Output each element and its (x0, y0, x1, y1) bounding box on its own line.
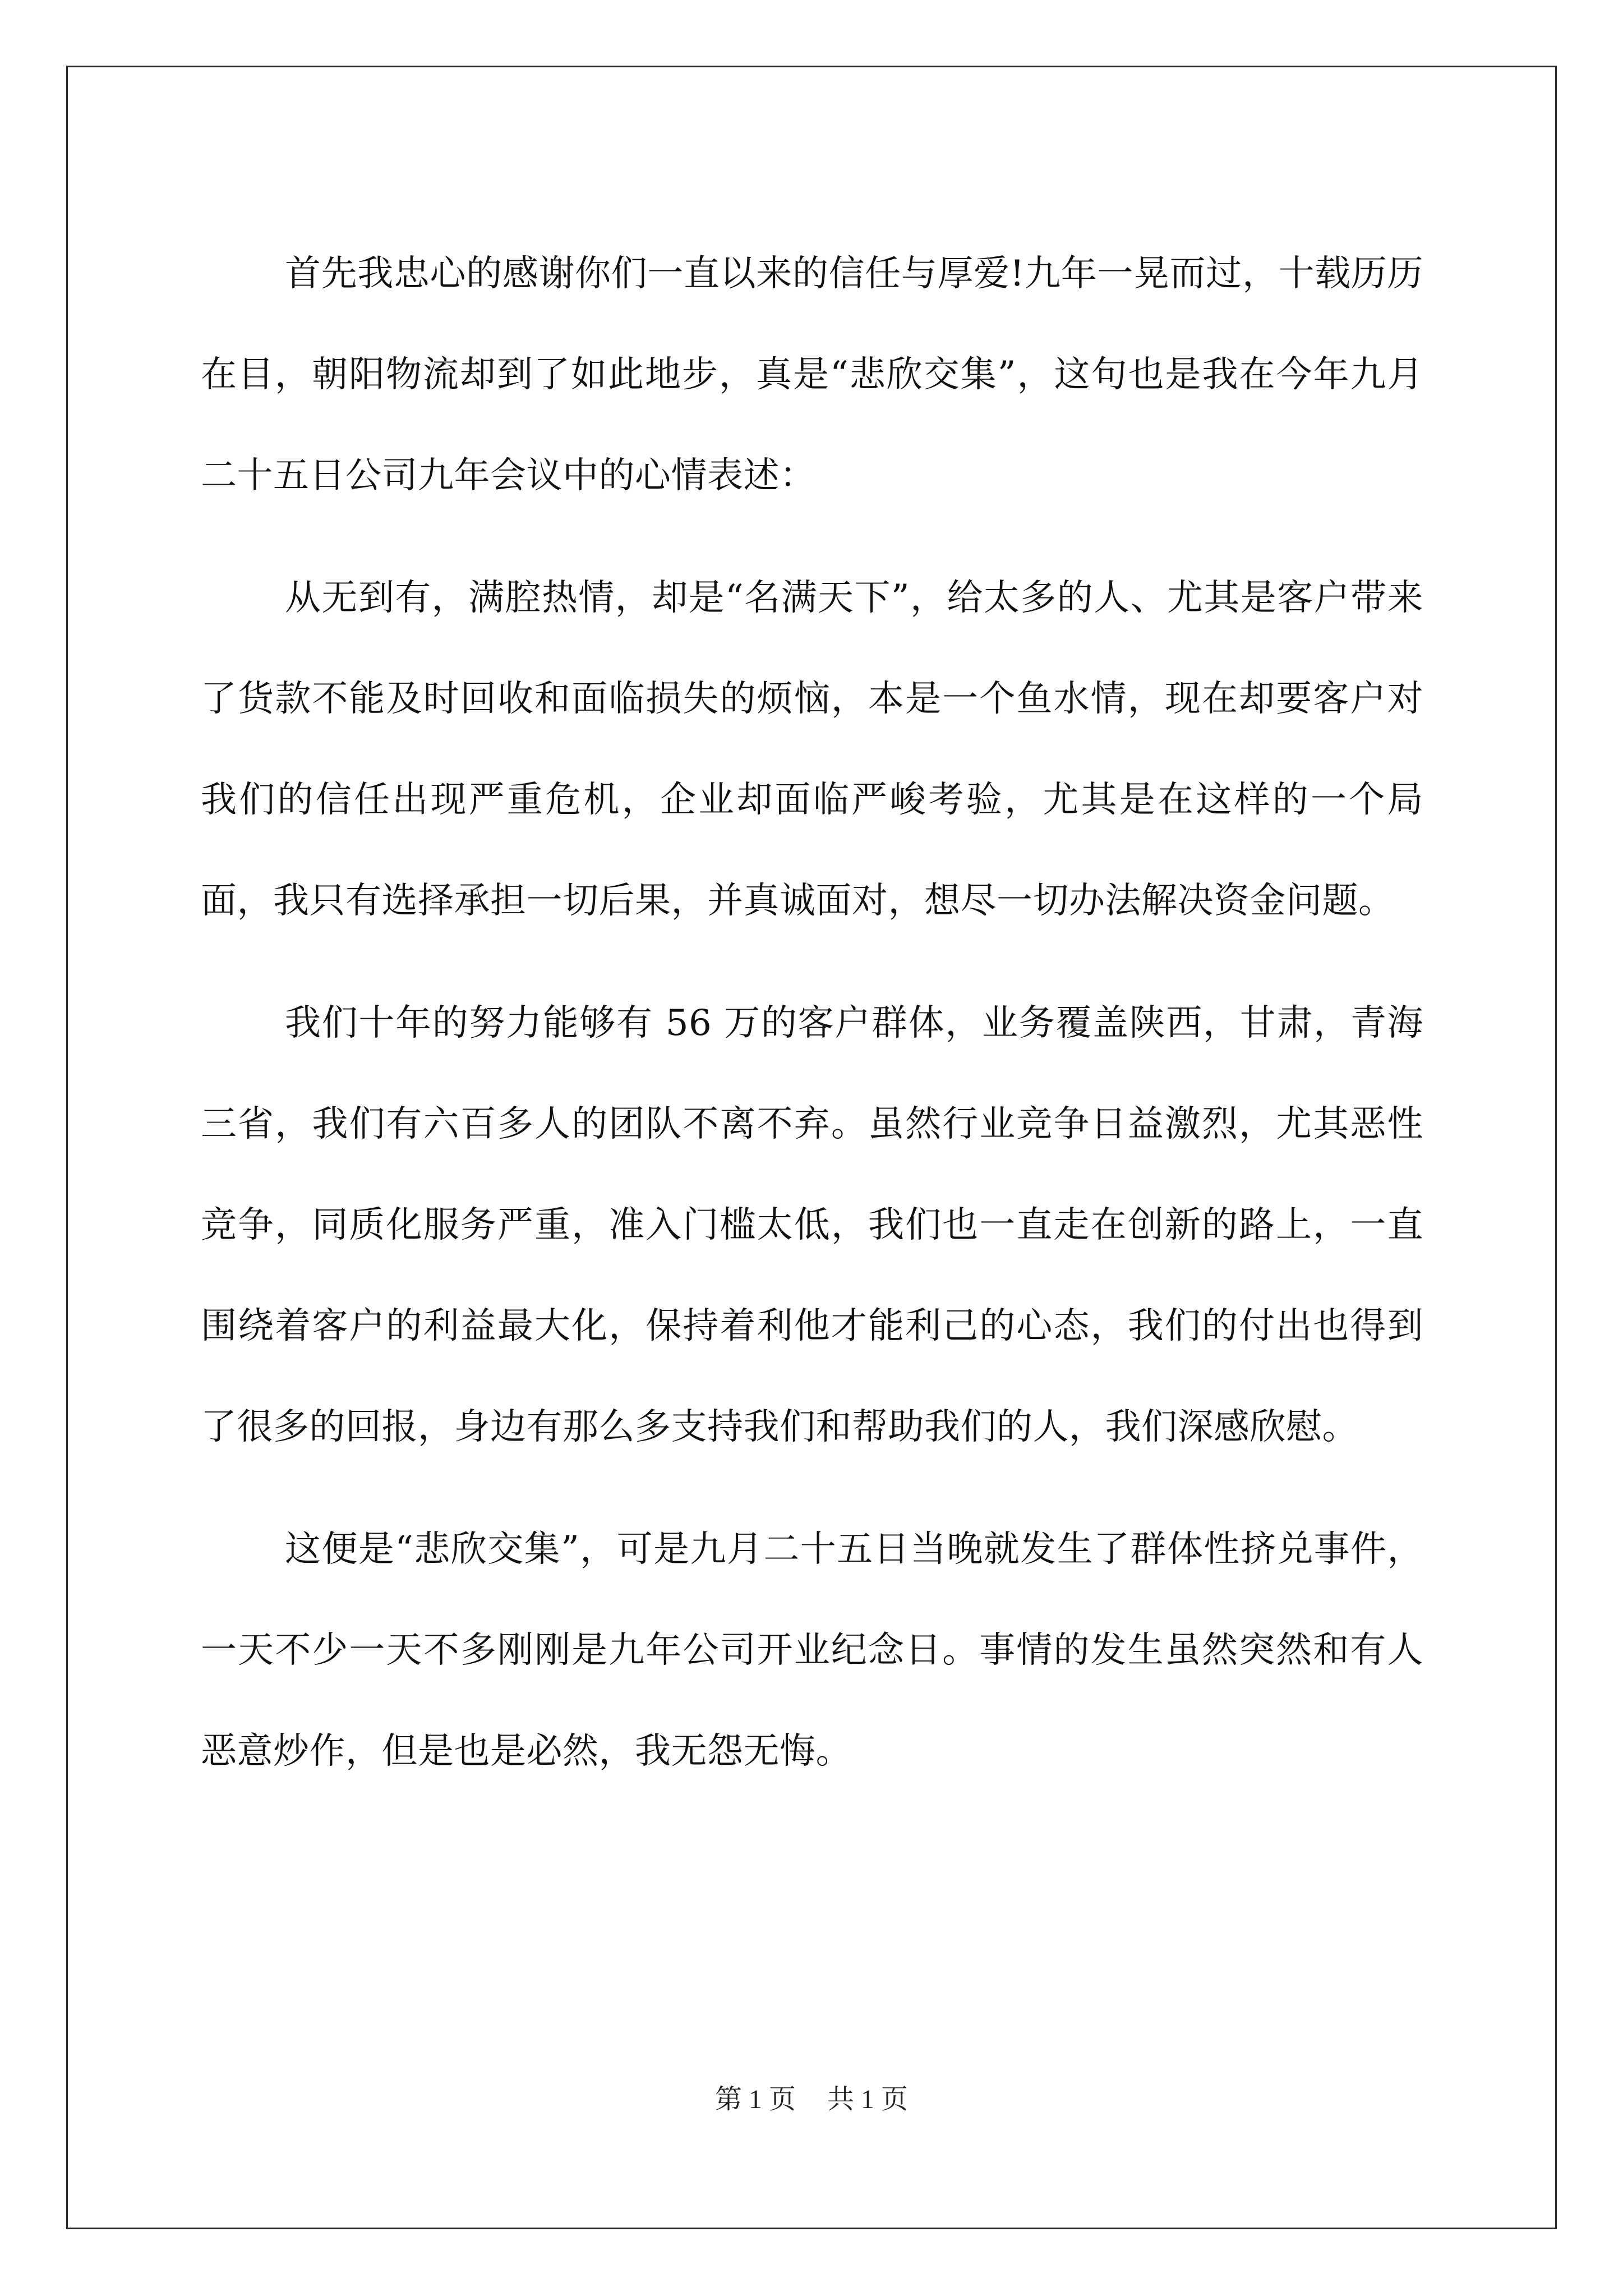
paragraph-2: 从无到有，满腔热情，却是“名满天下”，给太多的人、尤其是客户带来了货款不能及时回收和面临损失的烦恼，本是一个鱼水情，现在却要客户对我们的信任出现严重危机，企业却面临严峻考验，尤其是在这样的一个局面，我只有选择承担一切后果，并真诚面对，想尽一切办法解决资金问题。 (201, 577, 1423, 922)
paragraph-3: 我们十年的努力能够有 56 万的客户群体，业务覆盖陕西，甘肃，青海三省，我们有六百多人的团队不离不弃。虽然行业竞争日益激烈，尤其恶性竞争，同质化服务严重，准入门槛太低，我们也一直走在创新的路上，一直围绕着客户的利益最大化，保持着利他才能利己的心态，我们的付出也得到了很多的回报，身边有那么多支持我们和帮助我们的人，我们深感欣慰。 (201, 1002, 1423, 1448)
document-body (201, 223, 1423, 1802)
page-number: 第 1 页 (714, 2085, 796, 2114)
paragraph-4: 这便是“悲欣交集”，可是九月二十五日当晚就发生了群体性挤兑事件，一天不少一天不多刚刚是九年公司开业纪念日。事情的发生虽然突然和有人恶意炒作，但是也是必然，我无怨无悔。 (201, 1529, 1423, 1772)
paragraph-1: 首先我忠心的感谢你们一直以来的信任与厚爱!九年一晃而过，十载历历在目，朝阳物流却到了如此地步，真是“悲欣交集”，这句也是我在今年九月二十五日公司九年会议中的心情表述： (201, 253, 1423, 496)
page-footer (0, 2077, 1623, 2116)
page-total: 共 1 页 (827, 2085, 909, 2114)
